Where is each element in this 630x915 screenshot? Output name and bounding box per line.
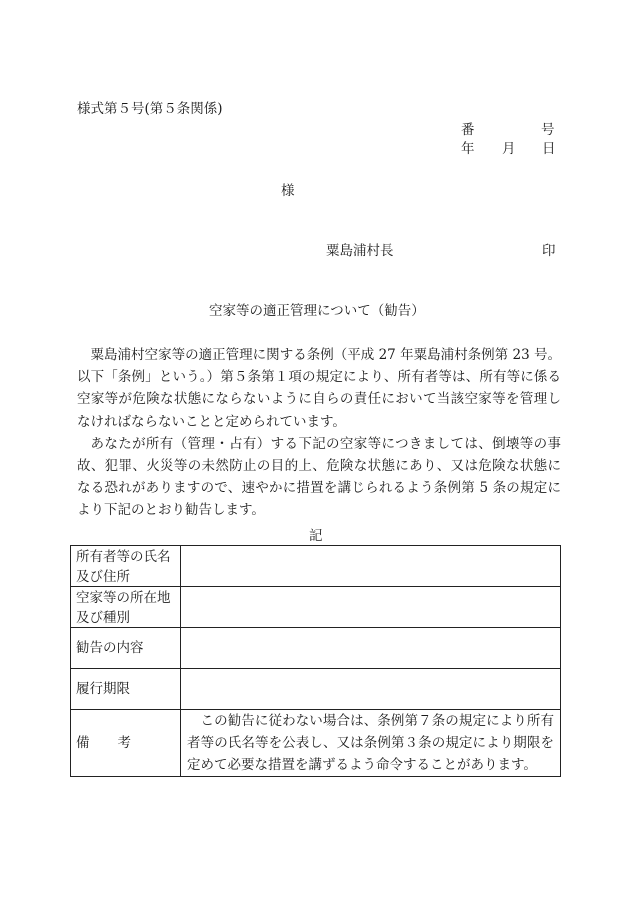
- body-text: [77, 344, 561, 522]
- table-row-owner: [71, 546, 561, 587]
- advice-value: [181, 628, 561, 669]
- owner-label-line2: 及び住所: [76, 569, 130, 585]
- addressee-honorific: 様: [281, 183, 295, 199]
- number-label-go: 号: [541, 122, 555, 138]
- location-label-line2: 及び種別: [76, 610, 130, 626]
- remarks-label-a: 備: [76, 735, 90, 751]
- date-month-label: 月: [502, 141, 516, 157]
- deadline-label: 履行期限: [71, 669, 181, 710]
- table-row-location: [71, 587, 561, 628]
- location-label-line1: 空家等の所在地: [76, 590, 171, 606]
- record-heading: 記: [309, 528, 323, 544]
- owner-value: [181, 546, 561, 587]
- advice-label: 勧告の内容: [71, 628, 181, 669]
- table-row-remarks: [71, 710, 561, 777]
- seal-mark: 印: [542, 243, 556, 259]
- body-paragraph-1: 粟島浦村空家等の適正管理に関する条例（平成 27 年粟島浦村条例第 23 号。以下「条例」という。）第５条第１項の規定により、所有者等は、所有等に係る空家等が危険な状態にならないように自らの責任において当該空家等を管理しなければならないことと定められています。: [77, 347, 561, 430]
- body-paragraph-2: あなたが所有（管理・占有）する下記の空家等につきましては、倒壊等の事故、犯罪、火災等の未然防止の目的上、危険な状態にあり、又は危険な状態になる恐れがありますので、速やかに措置を講じられるよう条例第 5 条の規定により下記のとおり勧告します。: [77, 435, 561, 519]
- date-year-label: 年: [461, 141, 475, 157]
- record-table: [70, 545, 561, 777]
- location-value: [181, 587, 561, 628]
- location-label: [71, 587, 181, 628]
- number-label-ban: 番: [461, 122, 475, 138]
- date-day-label: 日: [542, 141, 556, 157]
- table-row-deadline: [71, 669, 561, 710]
- remarks-label-b: 考: [117, 735, 131, 751]
- owner-label: [71, 546, 181, 587]
- owner-label-line1: 所有者等の氏名: [76, 549, 171, 565]
- issuer-name: 粟島浦村長: [326, 243, 394, 259]
- form-number: 様式第５号(第５条関係): [77, 101, 223, 117]
- remarks-label: [71, 710, 181, 777]
- deadline-value: [181, 669, 561, 710]
- remarks-value: この勧告に従わない場合は、条例第７条の規定により所有者等の氏名等を公表し、又は条例第３条の規定により期限を定めて必要な措置を講ずるよう命令することがあります。: [181, 710, 561, 777]
- table-row-advice: [71, 628, 561, 669]
- document-title: 空家等の適正管理について（勧告）: [209, 303, 425, 319]
